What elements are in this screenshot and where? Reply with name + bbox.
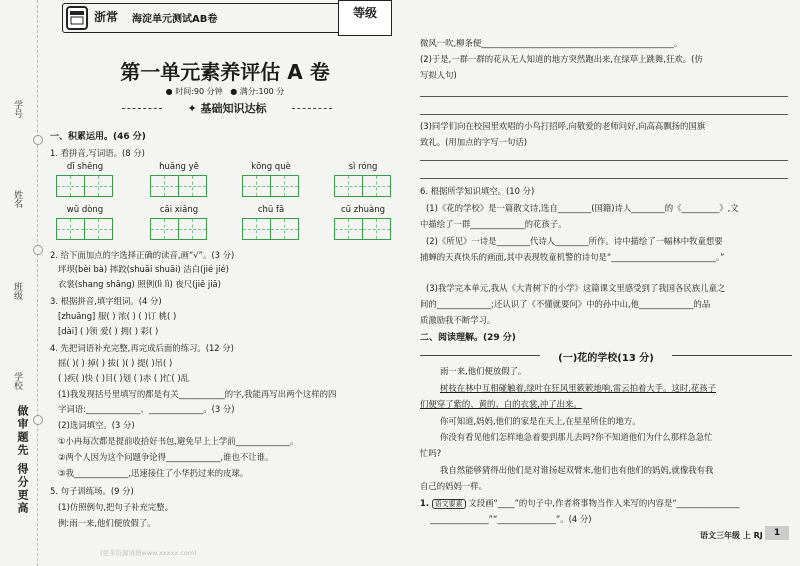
writing-grid[interactable] <box>334 175 392 197</box>
section-banner-text: 基础知识达标 <box>200 102 267 115</box>
grade-label: 等级 <box>352 6 377 20</box>
grade-box <box>338 0 392 36</box>
answer-line[interactable] <box>420 160 788 161</box>
pinyin-label: sì róng <box>348 162 378 172</box>
answer-line[interactable] <box>420 178 788 179</box>
writing-grid[interactable] <box>150 175 208 197</box>
q5-sub3: (3)同学们向在校园里欢唱的小鸟打招呼,向敬爱的老师问好,向高高飘扬的国旗 <box>420 121 706 131</box>
passage-line: 树枝在林中互相碰触着,绿叶在狂风里簌簌地响,雷云拍着大手。这时,花孩子 <box>440 383 716 393</box>
q2-line: 坪坝(bèi bà) 摔跤(shuāi shuāi) 洁白(jié jié) <box>58 264 229 274</box>
q5-sub3-cont: 致礼。(用加点的字写一句话) <box>420 137 528 147</box>
writing-grid[interactable] <box>242 218 300 240</box>
q4-line: 摇( )( ) 掉( ) 拔( )( ) 提( )吊( ) <box>58 358 173 368</box>
q4-choice: ③我_____________,迅速接住了小华扔过来的皮球。 <box>58 468 249 478</box>
q6-line: 间的_____________;还认识了《不懂就要问》中的孙中山,他_____________的品 <box>420 299 711 309</box>
q4-choice: ②两个人因为这个问题争论得_____________,谁也不让谁。 <box>58 452 274 462</box>
pinyin-label: wǔ dòng <box>66 205 104 215</box>
pinyin-label: dī shēng <box>66 162 104 172</box>
binding-slogan: 做审题先 得分更高 <box>16 405 29 515</box>
name-label: 姓名 <box>12 190 22 208</box>
passage-line: 们便穿了紫的、黄的、白的衣裳,冲了出来。 <box>420 399 582 409</box>
q5-sub2-cont: 写拟人句) <box>420 70 457 80</box>
q6-line: 质激励我不断学习。 <box>420 315 496 325</box>
pinyin-label: huāng yě <box>159 162 199 172</box>
answer-line[interactable] <box>420 114 788 115</box>
full-score: 满分:100 分 <box>239 87 285 96</box>
passage-title: (一)花的学校(13 分) <box>420 349 792 364</box>
writing-grid[interactable] <box>56 218 114 240</box>
part2-heading: 二、阅读理解。(29 分) <box>420 333 516 343</box>
q2-line: 衣裳(shang shāng) 照例(lì lì) 夜尺(jiē jiā) <box>58 279 221 289</box>
q6-line: (2)《所见》一诗是________代诗人________所作。诗中描绘了一幅林中牧童想要 <box>426 236 723 246</box>
q4-sub1: (1)我发现括号里填写的都是有关___________的字,我能再写出两个这样的四 <box>58 389 337 399</box>
reading-q1-text: 文段画“____”的句子中,作者将事物当作人来写的内容是“_______________ <box>468 498 740 508</box>
q5-prompt: 5. 句子训练场。(9 分) <box>50 486 134 496</box>
time-limit: 时间:90 分钟 <box>175 87 223 96</box>
right-page <box>420 0 792 566</box>
q4-line: ( )疾( )快 ( )目( )划 ( )赤 ( )忙( )乱 <box>58 373 189 383</box>
q5-sub2: (2)于是,一群一群的花从无人知道的地方突然跑出来,在绿草上跳舞,狂欢。(仿 <box>420 54 703 64</box>
watermark: (更多资源请搜www.xxxxx.com) <box>100 549 197 557</box>
series-name: 海淀单元测试AB卷 <box>132 14 218 25</box>
q4-prompt: 4. 先把词语补充完整,再完成后面的练习。(12 分) <box>50 343 234 353</box>
skill-tag: 语文要素 <box>432 499 466 509</box>
q4-sub2: (2)选词填空。(3 分) <box>58 420 135 430</box>
section-banner <box>122 100 332 116</box>
book-label: 语文三年级 上 RJ <box>700 531 763 540</box>
left-page <box>42 0 408 566</box>
q5-sub1: (1)仿照例句,把句子补充完整。 <box>58 502 174 512</box>
publisher-logo-icon <box>66 6 88 30</box>
writing-grid[interactable] <box>150 218 208 240</box>
pinyin-label: chū fā <box>257 205 285 215</box>
q6-prompt: 6. 根据所学知识填空。(10 分) <box>420 186 535 196</box>
brand-name: 浙常 <box>94 10 119 24</box>
q2-prompt: 2. 给下面加点的字选择正确的读音,画“√”。(3 分) <box>50 250 235 260</box>
pinyin-label: cāi xiǎng <box>159 205 199 215</box>
exam-meta <box>42 86 408 97</box>
passage-line: 雨一来,他们便放假了。 <box>440 366 527 376</box>
answer-line[interactable] <box>420 96 788 97</box>
passage-line: 忙吗? <box>420 448 442 458</box>
score-icon: ● <box>230 87 238 96</box>
q6-line: 中描绘了一群_____________的花孩子。 <box>420 219 567 229</box>
q3-line: [dài] ( )领 爱( ) 拥( ) 彩( ) <box>58 326 159 336</box>
writing-grid[interactable] <box>56 175 114 197</box>
q4-sub1-cont: 字词语:_____________、_____________。(3 分) <box>58 404 235 414</box>
passage-line: 我自然能够猜得出他们是对谁扬起双臂来,他们也有他们的妈妈,就像我有我 <box>440 465 714 475</box>
star-icon: ✦ <box>187 102 201 115</box>
writing-grid[interactable] <box>242 175 300 197</box>
writing-grid[interactable] <box>334 218 392 240</box>
pinyin-label: cū zhuàng <box>341 205 385 215</box>
reading-q1: 1. 语文要素 文段画“____”的句子中,作者将事物当作人来写的内容是“_______________ <box>420 498 740 508</box>
school-label: 学校 <box>12 372 22 390</box>
student-number-label: 学号 <box>12 100 22 118</box>
passage-line: 你没有看见他们怎样地急着要到那儿去吗?你不知道他们为什么那样急急忙 <box>440 432 713 442</box>
q1-prompt: 1. 看拼音,写词语。(8 分) <box>50 148 145 158</box>
class-label: 班级 <box>12 282 22 300</box>
pinyin-label: kōng què <box>251 162 291 172</box>
q5-example: 例:雨一来,他们便放假了。 <box>58 518 156 528</box>
page-number: 1 <box>765 526 789 540</box>
part1-heading: 一、积累运用。(46 分) <box>50 132 146 142</box>
q3-line: [zhuāng] 服( ) 浓( ) ( )订 桃( ) <box>58 311 177 321</box>
q6-line: (3)我学完本单元,我从《大青树下的小学》这篇课文里感受到了我国各民族儿童之 <box>426 283 726 293</box>
page-title: 第一单元素养评估 A 卷 <box>120 60 330 84</box>
q5-line1: 微风一吹,柳条便______________________________________________。 <box>420 38 683 48</box>
clock-icon: ● <box>165 87 173 96</box>
passage-line: 自己的妈妈一样。 <box>420 481 487 491</box>
q6-line: (1)《花的学校》是一篇散文诗,选自________(国籍)诗人________的《_________》,文 <box>426 203 739 213</box>
reading-q1-cont: ______________”“______________”。(4 分) <box>430 514 592 524</box>
q4-choice: ①小冉每次都是提前收拾好书包,避免早上上学前_____________。 <box>58 436 299 446</box>
passage-line: 你可知道,妈妈,他们的家是在天上,在星星所住的地方。 <box>440 416 641 426</box>
q3-prompt: 3. 根据拼音,填字组词。(4 分) <box>50 296 162 306</box>
q6-line: 捕蝉的天真快乐的画面,其中表现牧童机警的诗句是“_________________________。” <box>420 252 725 262</box>
